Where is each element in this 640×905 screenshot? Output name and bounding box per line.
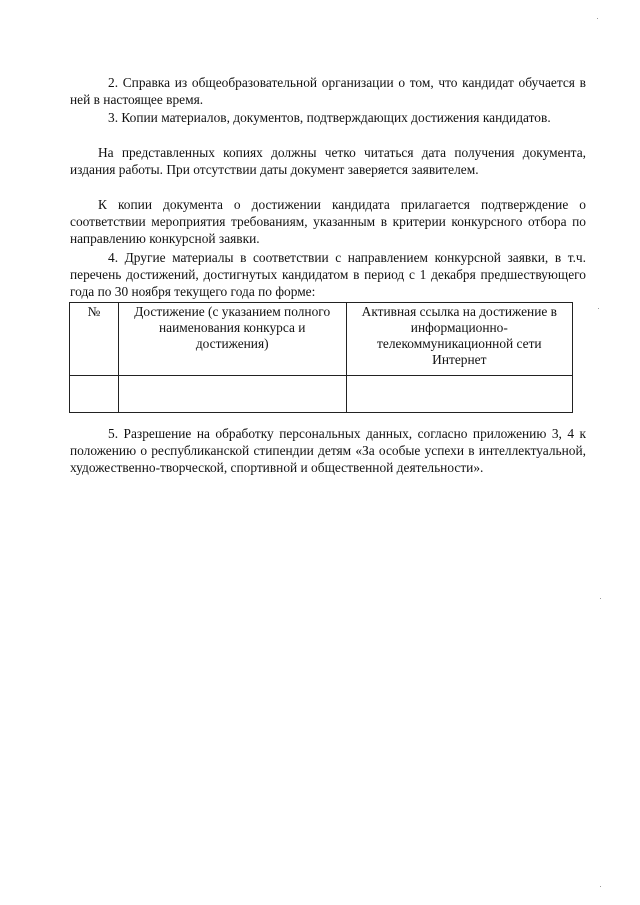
paragraph-personal-data-permission: 5. Разрешение на обработку персональных данных, согласно приложению 3, 4 к положению о республиканской стипендии детям «За особые успехи в интеллектуальной, художественно-творческой, спортивной и общественной деятельности». bbox=[70, 426, 586, 476]
column-header-achievement: Достижение (с указанием полного наименования конкурса и достижения) bbox=[118, 303, 346, 376]
column-header-number: № bbox=[70, 303, 119, 376]
paragraph-event-confirmation: К копии документа о достижении кандидата прилагается подтверждение о соответствии мероприятия требованиям, указанным в критерии конкурсного отбора по направлению конкурсной заявки. bbox=[70, 197, 586, 247]
achievements-table bbox=[69, 302, 573, 413]
scan-speck bbox=[600, 598, 601, 599]
scan-speck bbox=[598, 308, 599, 309]
table-cell-number bbox=[70, 376, 119, 413]
table-cell-link bbox=[346, 376, 572, 413]
column-header-link: Активная ссылка на достижение в информационно-телекоммуникационной сети Интернет bbox=[346, 303, 572, 376]
paragraph-copies-legibility: На представленных копиях должны четко читаться дата получения документа, издания работы. При отсутствии даты документ заверяется заявителем. bbox=[70, 145, 586, 178]
table-header-row bbox=[70, 303, 573, 376]
table-cell-achievement bbox=[118, 376, 346, 413]
table-row bbox=[70, 376, 573, 413]
paragraph-school-certificate: 2. Справка из общеобразовательной организации о том, что кандидат обучается в ней в настоящее время. bbox=[70, 75, 586, 108]
paragraph-other-materials: 4. Другие материалы в соответствии с направлением конкурсной заявки, в т.ч. перечень достижений, достигнутых кандидатом в период с 1 декабря предшествующего года по 30 ноября текущего года по форме: bbox=[70, 250, 586, 300]
paragraph-copies-of-materials: 3. Копии материалов, документов, подтверждающих достижения кандидатов. bbox=[108, 110, 551, 126]
scan-speck bbox=[600, 886, 601, 887]
scan-speck bbox=[597, 18, 598, 19]
